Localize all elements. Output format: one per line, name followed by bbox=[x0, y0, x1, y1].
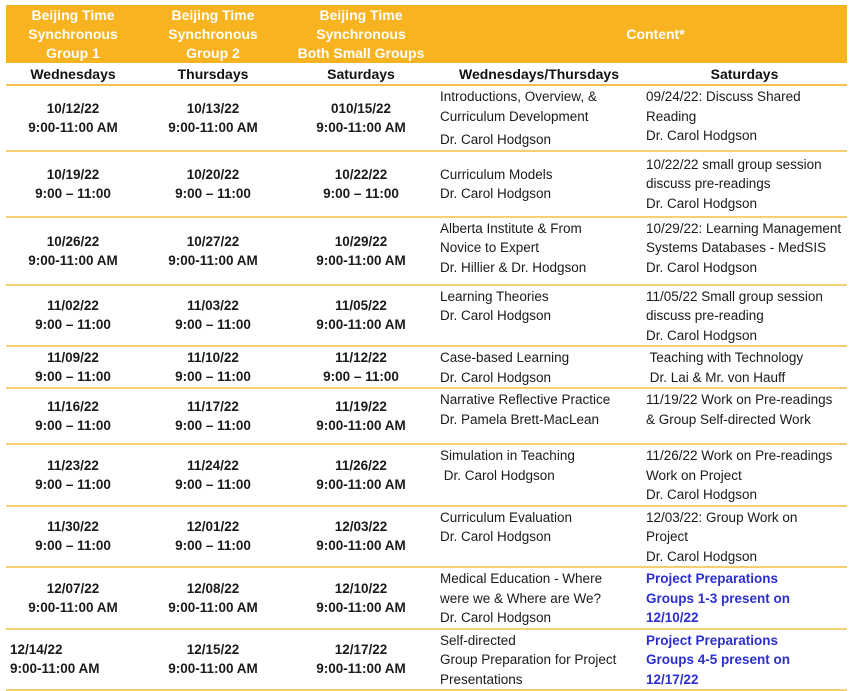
content-line: Reading bbox=[646, 108, 697, 124]
date-cell-wed bbox=[6, 151, 140, 217]
session-time: 9:00-11:00 AM bbox=[316, 317, 406, 333]
content-line: Systems Databases - MedSIS bbox=[646, 240, 827, 255]
session-time: 9:00-11:00 AM bbox=[28, 252, 118, 268]
content-line: Dr. Carol Hodgson bbox=[440, 369, 552, 385]
date-cell-sat bbox=[286, 217, 436, 285]
content-line: Learning Theories bbox=[440, 288, 549, 304]
date-cell-sat bbox=[286, 346, 436, 388]
content-cell-wed-thu bbox=[436, 346, 642, 388]
session-time: 9:00-11:00 AM bbox=[10, 661, 100, 677]
session-time: 9:00-11:00 AM bbox=[316, 418, 406, 433]
session-time: 9:00-11:00 AM bbox=[316, 599, 406, 615]
content-line: 11/05/22 Small group session bbox=[646, 288, 823, 304]
session-date: 11/02/22 bbox=[47, 298, 99, 314]
date-cell-sat bbox=[286, 285, 436, 347]
session-date: 12/03/22 bbox=[334, 519, 388, 535]
content-line: & Group Self-directed Work bbox=[646, 411, 811, 427]
table-row bbox=[6, 444, 847, 506]
date-cell-thu bbox=[140, 346, 286, 388]
session-time: 9:00-11:00 AM bbox=[316, 538, 406, 554]
session-date: 11/24/22 bbox=[187, 457, 239, 473]
content-line: Groups 1-3 present on bbox=[646, 590, 791, 606]
content-cell-sat bbox=[642, 567, 847, 629]
session-time: 9:00 – 11:00 bbox=[35, 185, 111, 201]
session-time: 9:00-11:00 AM bbox=[168, 661, 258, 677]
schedule-page bbox=[0, 5, 853, 687]
session-date: 10/19/22 bbox=[46, 166, 100, 182]
session-time: 9:00-11:00 AM bbox=[168, 599, 258, 615]
content-cell-wed-thu bbox=[436, 217, 642, 285]
date-cell-sat bbox=[286, 388, 436, 444]
content-line: Simulation in Teaching bbox=[440, 448, 575, 463]
session-time: 9:00 – 11:00 bbox=[175, 317, 251, 333]
date-cell-sat bbox=[286, 444, 436, 506]
session-time: 9:00 – 11:00 bbox=[175, 185, 251, 201]
content-line: Dr. Carol Hodgson bbox=[646, 548, 758, 564]
content-line: Dr. Carol Hodgson bbox=[646, 195, 758, 211]
content-line: Dr. Carol Hodgson bbox=[440, 529, 552, 544]
header-both-groups: Beijing Time Synchronous Both Small Groups bbox=[286, 5, 436, 63]
content-cell-sat bbox=[642, 629, 847, 691]
session-date: 11/26/22 bbox=[335, 457, 387, 473]
content-line: Project Preparations bbox=[646, 571, 779, 586]
session-date: 12/07/22 bbox=[46, 580, 100, 596]
header-group1: Beijing Time Synchronous Group 1 bbox=[6, 5, 140, 63]
session-time: 9:00-11:00 AM bbox=[168, 119, 258, 135]
content-cell-sat bbox=[642, 285, 847, 347]
session-time: 9:00 – 11:00 bbox=[175, 476, 251, 492]
content-cell-wed-thu bbox=[436, 567, 642, 629]
header-row bbox=[6, 5, 847, 63]
date-cell-wed bbox=[6, 567, 140, 629]
content-line: 11/19/22 Work on Pre-readings bbox=[646, 392, 833, 407]
content-line: Teaching with Technology bbox=[646, 350, 804, 365]
subheader-saturdays: Saturdays bbox=[286, 63, 436, 85]
date-cell-thu bbox=[140, 629, 286, 691]
session-date: 11/30/22 bbox=[47, 519, 99, 535]
date-cell-sat bbox=[286, 567, 436, 629]
content-line: Group Preparation for Project bbox=[440, 652, 617, 667]
content-cell-wed-thu bbox=[436, 151, 642, 217]
content-line: 12/17/22 bbox=[646, 671, 699, 687]
subheader-row bbox=[6, 63, 847, 85]
session-date: 11/12/22 bbox=[335, 350, 387, 365]
date-cell-sat bbox=[286, 506, 436, 568]
content-line: Curriculum Development bbox=[440, 108, 589, 124]
session-date: 11/19/22 bbox=[335, 399, 387, 414]
table-row bbox=[6, 217, 847, 285]
schedule-body bbox=[6, 85, 847, 690]
session-time: 9:00-11:00 AM bbox=[316, 661, 406, 677]
session-date: 010/15/22 bbox=[330, 100, 392, 116]
content-line: Dr. Carol Hodgson bbox=[646, 327, 758, 343]
subheader-wed-thu-content: Wednesdays/Thursdays bbox=[436, 63, 642, 85]
content-line: Dr. Carol Hodgson bbox=[646, 487, 758, 502]
session-date: 11/16/22 bbox=[47, 399, 99, 414]
content-cell-wed-thu bbox=[436, 285, 642, 347]
date-cell-wed bbox=[6, 285, 140, 347]
content-line: 12/03/22: Group Work on bbox=[646, 509, 798, 525]
content-line: Dr. Carol Hodgson bbox=[646, 128, 758, 143]
date-cell-wed bbox=[6, 217, 140, 285]
session-date: 11/03/22 bbox=[187, 298, 239, 314]
content-cell-sat bbox=[642, 346, 847, 388]
session-date: 10/22/22 bbox=[334, 166, 388, 182]
content-cell-wed-thu bbox=[436, 506, 642, 568]
date-cell-thu bbox=[140, 388, 286, 444]
content-cell-sat bbox=[642, 506, 847, 568]
content-line: Dr. Carol Hodgson bbox=[440, 610, 552, 625]
date-cell-wed bbox=[6, 388, 140, 444]
content-line: Dr. Carol Hodgson bbox=[440, 308, 552, 323]
session-date: 10/26/22 bbox=[46, 233, 100, 249]
content-cell-sat bbox=[642, 85, 847, 151]
date-cell-sat bbox=[286, 629, 436, 691]
content-line: 10/22/22 small group session bbox=[646, 156, 822, 172]
date-cell-thu bbox=[140, 151, 286, 217]
content-line: were we & Where are We? bbox=[440, 590, 602, 606]
date-cell-wed bbox=[6, 85, 140, 151]
session-date: 12/08/22 bbox=[186, 580, 240, 596]
content-cell-wed-thu bbox=[436, 388, 642, 444]
date-cell-sat bbox=[286, 85, 436, 151]
header-content: Content* bbox=[436, 5, 847, 63]
content-line: Dr. Pamela Brett-MacLean bbox=[440, 411, 600, 427]
session-date: 11/23/22 bbox=[47, 457, 99, 473]
content-line: Curriculum Models bbox=[440, 166, 553, 182]
date-cell-thu bbox=[140, 85, 286, 151]
session-date: 10/27/22 bbox=[186, 233, 240, 249]
content-line: Alberta Institute & From bbox=[440, 220, 582, 236]
session-time: 9:00 – 11:00 bbox=[35, 317, 111, 333]
table-row bbox=[6, 506, 847, 568]
content-line: 09/24/22: Discuss Shared bbox=[646, 89, 801, 104]
content-line: Dr. Lai & Mr. von Hauff bbox=[646, 369, 786, 385]
table-row bbox=[6, 85, 847, 151]
session-time: 9:00-11:00 AM bbox=[28, 119, 118, 135]
table-row bbox=[6, 629, 847, 691]
content-line: 12/10/22 bbox=[646, 610, 699, 625]
session-time: 9:00 – 11:00 bbox=[35, 476, 111, 492]
session-time: 9:00-11:00 AM bbox=[28, 599, 118, 615]
content-cell-sat bbox=[642, 388, 847, 444]
content-cell-wed-thu bbox=[436, 629, 642, 691]
content-line: Dr. Carol Hodgson bbox=[440, 186, 552, 201]
content-cell-wed-thu bbox=[436, 85, 642, 151]
session-date: 11/17/22 bbox=[187, 399, 239, 414]
subheader-sat-content: Saturdays bbox=[642, 63, 847, 85]
date-cell-wed bbox=[6, 629, 140, 691]
session-date: 12/15/22 bbox=[186, 642, 240, 658]
content-cell-sat bbox=[642, 151, 847, 217]
session-date: 10/20/22 bbox=[186, 166, 240, 182]
content-cell-sat bbox=[642, 444, 847, 506]
content-line: Dr. Carol Hodgson bbox=[440, 132, 552, 147]
session-time: 9:00 – 11:00 bbox=[35, 369, 111, 384]
session-time: 9:00 – 11:00 bbox=[175, 418, 251, 433]
content-line: Curriculum Evaluation bbox=[440, 509, 573, 525]
content-line: Project Preparations bbox=[646, 632, 779, 648]
content-line: Novice to Expert bbox=[440, 240, 540, 255]
date-cell-wed bbox=[6, 346, 140, 388]
date-cell-thu bbox=[140, 444, 286, 506]
date-cell-sat bbox=[286, 151, 436, 217]
table-row bbox=[6, 567, 847, 629]
session-date: 10/29/22 bbox=[334, 233, 388, 249]
session-date: 11/05/22 bbox=[335, 298, 387, 314]
session-date: 12/01/22 bbox=[186, 519, 240, 535]
content-line: 10/29/22: Learning Management bbox=[646, 220, 842, 236]
content-line: discuss pre-readings bbox=[646, 176, 771, 192]
date-cell-thu bbox=[140, 506, 286, 568]
content-line: Work on Project bbox=[646, 467, 742, 483]
content-line: discuss pre-reading bbox=[646, 308, 764, 323]
subheader-wednesdays: Wednesdays bbox=[6, 63, 140, 85]
session-time: 9:00-11:00 AM bbox=[316, 252, 406, 268]
content-cell-sat bbox=[642, 217, 847, 285]
schedule-table bbox=[6, 5, 847, 691]
content-line: Dr. Carol Hodgson bbox=[646, 259, 758, 275]
content-line: Project bbox=[646, 529, 689, 544]
session-time: 9:00-11:00 AM bbox=[168, 252, 258, 268]
session-date: 12/10/22 bbox=[334, 580, 388, 596]
date-cell-wed bbox=[6, 506, 140, 568]
table-row bbox=[6, 346, 847, 388]
content-cell-wed-thu bbox=[436, 444, 642, 506]
session-date: 10/13/22 bbox=[186, 100, 240, 116]
content-line: Self-directed bbox=[440, 632, 516, 648]
header-group2: Beijing Time Synchronous Group 2 bbox=[140, 5, 286, 63]
content-line: Dr. Carol Hodgson bbox=[440, 467, 555, 483]
content-line: Dr. Hillier & Dr. Hodgson bbox=[440, 259, 587, 275]
date-cell-thu bbox=[140, 567, 286, 629]
date-cell-thu bbox=[140, 285, 286, 347]
content-line: Medical Education - Where bbox=[440, 571, 603, 586]
session-date: 12/17/22 bbox=[334, 642, 388, 658]
session-time: 9:00 – 11:00 bbox=[175, 369, 251, 384]
content-line: Introductions, Overview, & bbox=[440, 89, 597, 104]
table-row bbox=[6, 285, 847, 347]
session-time: 9:00 – 11:00 bbox=[35, 538, 111, 554]
session-time: 9:00 – 11:00 bbox=[323, 369, 399, 384]
content-line: Narrative Reflective Practice bbox=[440, 392, 611, 407]
session-date: 11/10/22 bbox=[187, 350, 239, 365]
content-line: 11/26/22 Work on Pre-readings bbox=[646, 448, 833, 463]
session-date: 10/12/22 bbox=[46, 100, 100, 116]
subheader-thursdays: Thursdays bbox=[140, 63, 286, 85]
content-line: Case-based Learning bbox=[440, 350, 570, 365]
session-date: 11/09/22 bbox=[47, 350, 99, 365]
content-line: Presentations bbox=[440, 671, 523, 687]
date-cell-wed bbox=[6, 444, 140, 506]
session-time: 9:00 – 11:00 bbox=[323, 185, 399, 201]
content-line: Groups 4-5 present on bbox=[646, 652, 791, 667]
table-row bbox=[6, 388, 847, 444]
session-time: 9:00 – 11:00 bbox=[175, 538, 251, 554]
date-cell-thu bbox=[140, 217, 286, 285]
session-time: 9:00-11:00 AM bbox=[316, 476, 406, 492]
session-time: 9:00 – 11:00 bbox=[35, 418, 111, 433]
session-time: 9:00-11:00 AM bbox=[316, 119, 406, 135]
table-row bbox=[6, 151, 847, 217]
session-date: 12/14/22 bbox=[10, 642, 63, 658]
